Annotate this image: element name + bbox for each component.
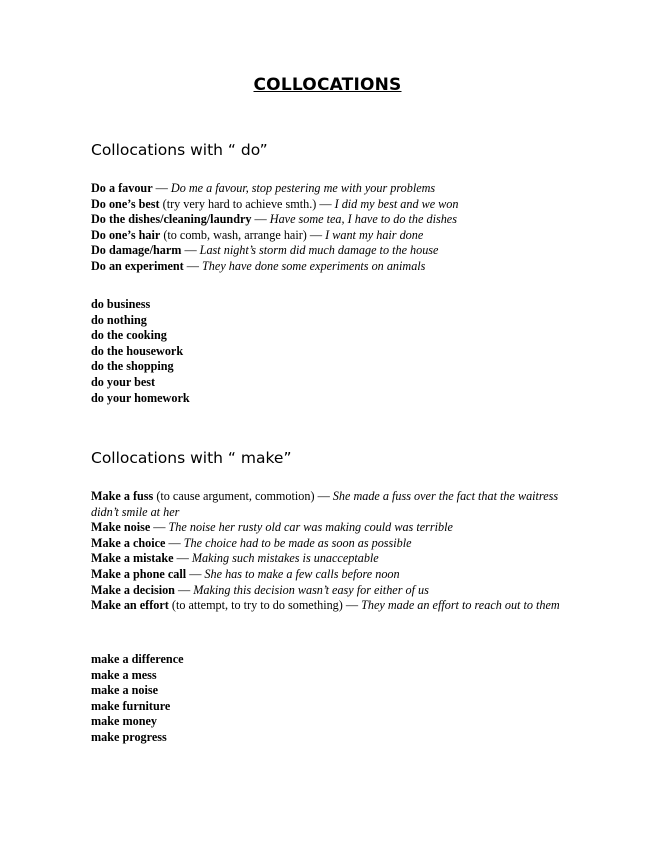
collocation-separator: — — [306, 227, 326, 242]
collocation-phrase: Make a decision — [91, 582, 175, 597]
collocation-phrase: Do the dishes/cleaning/laundry — [91, 212, 252, 227]
collocation-note: (to cause argument, commotion) — [153, 489, 315, 503]
collocation-phrase: Make a fuss — [91, 489, 154, 503]
list-item: do the cooking — [91, 328, 167, 343]
collocation-example: I want my hair done — [325, 227, 424, 242]
section-heading-do: Collocations with “ do” — [91, 141, 268, 159]
collocation-phrase: Make noise — [91, 520, 151, 535]
list-item: do your homework — [91, 390, 190, 405]
list-item: do the housework — [91, 343, 184, 358]
list-item: make progress — [91, 729, 167, 744]
list-item: do the shopping — [91, 359, 174, 374]
collocation-separator: — — [251, 212, 270, 227]
collocation-example: They have done some experiments on animals — [202, 258, 426, 273]
collocation-example: The choice had to be made as soon as possible — [183, 535, 412, 550]
collocation-entry — [91, 489, 571, 520]
collocation-entry — [91, 536, 571, 552]
collocation-separator: — — [314, 489, 333, 503]
collocation-example: She made a fuss over the fact that the waitress didn’t smile at her — [91, 489, 559, 519]
list-item: make a noise — [91, 683, 159, 698]
collocation-entry — [91, 197, 571, 213]
collocation-phrase: Do damage/harm — [91, 243, 182, 258]
collocation-entry — [91, 520, 571, 536]
collocation-phrase: Make a choice — [91, 535, 166, 550]
collocation-separator: — — [173, 551, 192, 566]
collocation-entry — [91, 181, 571, 197]
collocation-phrase: Do a favour — [91, 181, 153, 195]
collocation-example: Last night’s storm did much damage to the house — [199, 243, 439, 258]
collocation-example: Do me a favour, stop pestering me with your problems — [170, 181, 436, 195]
collocation-separator: — — [181, 243, 200, 258]
collocation-entry — [91, 212, 571, 228]
collocation-entry — [91, 228, 571, 244]
list-item: do business — [91, 297, 151, 311]
collocation-example: I did my best and we won — [334, 196, 459, 211]
collocation-separator: — — [165, 535, 184, 550]
collocation-note: (to attempt, to try to do something) — [168, 598, 343, 613]
collocation-phrase: Make a phone call — [91, 566, 187, 581]
document-title: COLLOCATIONS — [253, 75, 402, 95]
collocation-entry — [91, 598, 571, 614]
list-item: make money — [91, 714, 158, 729]
list-item: do nothing — [91, 312, 147, 327]
collocation-note: (try very hard to achieve smth.) — [159, 196, 317, 211]
list-item: make a difference — [91, 652, 184, 666]
collocation-entry — [91, 551, 571, 567]
collocation-phrase: Make an effort — [91, 598, 169, 613]
collocation-separator: — — [183, 258, 203, 273]
collocation-separator: — — [186, 566, 205, 581]
collocation-example: The noise her rusty old car was making could was terrible — [168, 520, 453, 535]
collocation-phrase: Do one’s hair — [91, 227, 161, 242]
collocation-note: (to comb, wash, arrange hair) — [160, 227, 307, 242]
collocation-entry — [91, 259, 571, 275]
list-item: make furniture — [91, 698, 171, 713]
collocation-example: Making this decision wasn’t easy for either of us — [193, 582, 429, 597]
make-list — [91, 652, 184, 746]
do-entries — [91, 181, 571, 275]
collocation-separator: — — [150, 520, 169, 535]
collocation-separator: — — [152, 181, 171, 195]
collocation-separator: — — [174, 582, 194, 597]
collocation-example: Making such mistakes is unacceptable — [191, 551, 379, 566]
collocation-entry — [91, 567, 571, 583]
collocation-phrase: Do one’s best — [91, 196, 160, 211]
collocation-phrase: Make a mistake — [91, 551, 174, 566]
collocation-entry — [91, 243, 571, 259]
collocation-separator: — — [316, 196, 335, 211]
list-item: do your best — [91, 374, 156, 389]
collocation-phrase: Do an experiment — [91, 258, 184, 273]
collocation-example: Have some tea, I have to do the dishes — [269, 212, 457, 227]
collocation-entry — [91, 583, 571, 599]
list-item: make a mess — [91, 667, 157, 682]
make-entries — [91, 489, 571, 614]
section-heading-make: Collocations with “ make” — [91, 449, 292, 467]
do-list — [91, 297, 190, 406]
collocation-example: She has to make a few calls before noon — [204, 566, 400, 581]
collocation-example: They made an effort to reach out to them — [361, 598, 560, 613]
collocation-separator: — — [342, 598, 362, 613]
